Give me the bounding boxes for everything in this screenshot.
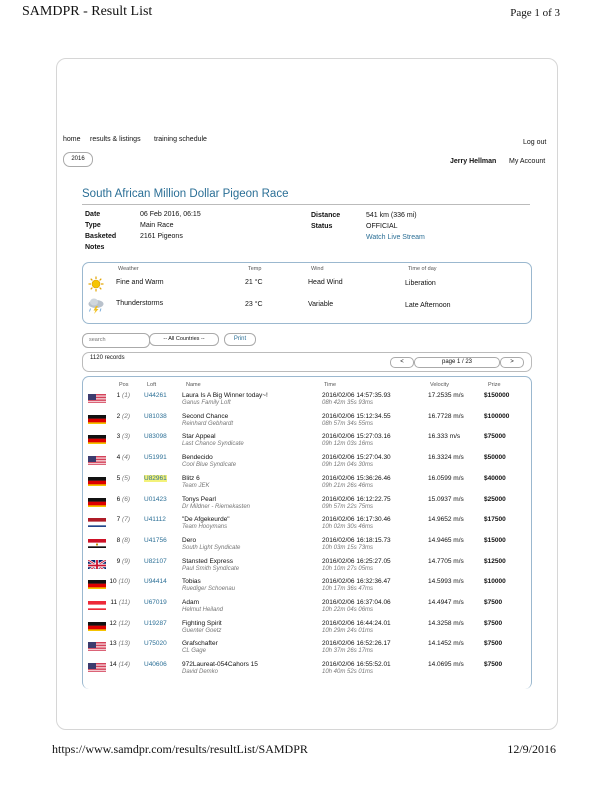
de-flag-icon xyxy=(88,578,106,589)
arrival-time: 2016/02/06 15:12:34.55 xyxy=(322,412,391,420)
table-row[interactable] xyxy=(86,659,526,679)
wind-header: Wind xyxy=(311,266,324,272)
nav-training-link[interactable]: training schedule xyxy=(154,136,207,143)
my-account-link[interactable]: My Account xyxy=(509,158,546,165)
velocity: 14.0695 m/s xyxy=(428,661,464,669)
position: 3 (3) xyxy=(116,433,130,441)
pigeon-name[interactable]: "De Afgekeurde" xyxy=(182,516,230,524)
us-flag-icon xyxy=(88,661,106,672)
loft-header[interactable]: Loft xyxy=(147,382,157,388)
nav-home-link[interactable]: home xyxy=(63,136,81,143)
position: 7 (7) xyxy=(116,516,130,524)
table-row[interactable] xyxy=(86,431,526,451)
distance-label: Distance xyxy=(311,212,341,219)
type-value: Main Race xyxy=(140,222,174,229)
loft-link[interactable]: U67019 xyxy=(144,599,167,606)
prize: $7500 xyxy=(484,640,503,648)
velocity: 15.0937 m/s xyxy=(428,495,464,503)
position: 13 (13) xyxy=(109,640,130,648)
table-row[interactable] xyxy=(86,494,526,514)
loft-link[interactable]: U01423 xyxy=(144,495,167,503)
country-select[interactable]: -- All Countries -- xyxy=(149,333,219,346)
velocity: 14.1452 m/s xyxy=(428,640,464,648)
flight-duration: 10h 17m 36s 47ms xyxy=(322,586,374,593)
prize: $15000 xyxy=(484,536,506,544)
flight-duration: 09h 12m 03s 16ms xyxy=(322,441,374,448)
table-row[interactable] xyxy=(86,473,526,493)
flight-duration: 10h 10m 27s 05ms xyxy=(322,565,374,572)
print-page-number: Page 1 of 3 xyxy=(510,7,560,19)
prize: $7500 xyxy=(484,661,503,669)
prev-page-button[interactable]: < xyxy=(390,357,414,368)
arrival-time: 2016/02/06 16:17:30.46 xyxy=(322,516,391,524)
loft-link[interactable]: U19287 xyxy=(144,619,167,627)
de-flag-icon xyxy=(88,475,106,486)
prize: $100000 xyxy=(484,412,510,420)
position: 8 (8) xyxy=(116,536,130,544)
owner-name: Paul Smith Syndicate xyxy=(182,565,240,572)
owner-name: Ruediger Schoenau xyxy=(182,586,236,593)
page-indicator[interactable]: page 1 / 23 xyxy=(414,357,500,368)
table-row[interactable] xyxy=(86,452,526,472)
owner-name: Cool Blue Syndicate xyxy=(182,462,237,469)
date-value: 06 Feb 2016, 06:15 xyxy=(140,211,201,218)
pigeon-name[interactable]: Stansted Express xyxy=(182,557,233,565)
position: 12 (12) xyxy=(109,619,130,627)
velocity: 14.7705 m/s xyxy=(428,557,464,565)
search-input[interactable] xyxy=(82,333,150,348)
velocity: 14.5993 m/s xyxy=(428,578,464,586)
loft-link[interactable]: U75020 xyxy=(144,640,167,648)
arrival-time: 2016/02/06 16:37:04.06 xyxy=(322,599,391,606)
weather-condition-1: Fine and Warm xyxy=(116,279,164,286)
owner-name: Reinhard Gebhardt xyxy=(182,420,234,427)
loft-link[interactable]: U81038 xyxy=(144,412,167,420)
weather-header: Weather xyxy=(118,266,139,272)
arrival-time: 2016/02/06 14:57:35.93 xyxy=(322,392,391,399)
prize: $50000 xyxy=(484,454,506,462)
position: 4 (4) xyxy=(116,454,130,462)
type-label: Type xyxy=(85,222,101,229)
gb-flag-icon xyxy=(88,558,106,569)
us-flag-icon xyxy=(88,454,106,465)
table-row[interactable] xyxy=(86,618,526,638)
arrival-time: 2016/02/06 16:55:52.01 xyxy=(322,661,391,669)
weather-wind-2: Variable xyxy=(308,301,334,308)
pigeon-name[interactable]: Dero xyxy=(182,536,197,544)
loft-link[interactable]: U44261 xyxy=(144,392,167,399)
weather-temp-2: 23 °C xyxy=(245,301,263,308)
arrival-time: 2016/02/06 16:25:27.05 xyxy=(322,557,391,565)
arrival-time: 2016/02/06 16:32:36.47 xyxy=(322,578,391,586)
prize: $17500 xyxy=(484,516,506,524)
pigeon-name[interactable]: 972Laureat-054Cahors 15 xyxy=(182,661,258,669)
pigeon-name[interactable]: Adam xyxy=(182,599,199,606)
flight-duration: 09h 21m 26s 46ms xyxy=(322,482,374,489)
velocity: 16.3324 m/s xyxy=(428,454,464,462)
prize: $7500 xyxy=(484,619,503,627)
velocity: 14.9465 m/s xyxy=(428,536,464,544)
next-page-button[interactable]: > xyxy=(500,357,524,368)
prize: $10000 xyxy=(484,578,506,586)
time-header[interactable]: Time xyxy=(324,382,337,388)
owner-name: South Light Syndicate xyxy=(182,544,241,551)
owner-name: Last Chance Syndicate xyxy=(182,441,244,448)
table-row[interactable] xyxy=(86,411,526,431)
table-row[interactable] xyxy=(86,535,526,555)
owner-name: Team Hooymans xyxy=(182,524,228,531)
arrival-time: 2016/02/06 15:27:03.16 xyxy=(322,433,391,441)
nl-flag-icon xyxy=(88,516,106,527)
race-title: South African Million Dollar Pigeon Race xyxy=(82,188,289,200)
table-row[interactable] xyxy=(86,390,526,410)
owner-name: Team JEK xyxy=(182,482,210,489)
position: 6 (6) xyxy=(116,495,130,503)
prize: $25000 xyxy=(484,495,506,503)
owner-name: Dr Mildner - Riemekasten xyxy=(182,503,251,510)
time-of-day-header: Time of day xyxy=(408,266,437,272)
date-label: Date xyxy=(85,211,101,218)
weather-wind-1: Head Wind xyxy=(308,279,343,286)
position: 10 (10) xyxy=(109,578,130,586)
sun-icon xyxy=(88,276,104,292)
weather-time-2: Late Afternoon xyxy=(405,302,451,309)
arrival-time: 2016/02/06 15:27:04.30 xyxy=(322,454,391,462)
weather-time-1: Liberation xyxy=(405,280,436,287)
loft-link[interactable]: U83098 xyxy=(144,433,167,441)
de-flag-icon xyxy=(88,433,106,444)
flight-duration: 10h 37m 26s 17ms xyxy=(322,648,374,655)
prize-header[interactable]: Prize xyxy=(488,382,501,388)
pigeon-name[interactable]: Tobias xyxy=(182,578,201,586)
de-flag-icon xyxy=(88,620,106,631)
pigeon-name[interactable]: Laura Is A Big Winner today~! xyxy=(182,392,268,399)
velocity: 14.4947 m/s xyxy=(428,599,464,606)
weather-panel xyxy=(82,262,532,324)
loft-link[interactable]: U41112 xyxy=(144,516,166,524)
flight-duration: 10h 22m 04s 06ms xyxy=(322,607,374,613)
prize: $150000 xyxy=(484,392,510,399)
at-flag-icon xyxy=(88,599,106,610)
arrival-time: 2016/02/06 16:44:24.01 xyxy=(322,619,391,627)
owner-name: David Demko xyxy=(182,669,219,676)
flight-duration: 10h 29m 24s 01ms xyxy=(322,627,374,634)
flight-duration: 10h 40m 52s 01ms xyxy=(322,669,374,676)
velocity: 16.333 m/s xyxy=(428,433,461,441)
watch-live-link[interactable]: Watch Live Stream xyxy=(366,234,425,241)
pigeon-name[interactable]: Fighting Spirit xyxy=(182,619,222,627)
basketed-label: Basketed xyxy=(85,233,117,240)
print-title: SAMDPR - Result List xyxy=(22,4,153,19)
name-header[interactable]: Name xyxy=(186,382,201,388)
table-row[interactable] xyxy=(86,514,526,534)
print-button[interactable]: Print xyxy=(224,333,256,346)
year-selector[interactable]: 2016 xyxy=(63,152,93,167)
table-row[interactable] xyxy=(86,576,526,596)
position: 5 (5) xyxy=(116,474,130,482)
pigeon-name[interactable]: Bendecido xyxy=(182,454,213,462)
position: 14 (14) xyxy=(109,661,130,669)
nav-results-link[interactable]: results & listings xyxy=(90,136,141,143)
prize: $12500 xyxy=(484,557,506,565)
loft-link[interactable]: U40606 xyxy=(144,661,167,669)
print-date: 12/9/2016 xyxy=(507,742,556,756)
pigeon-name[interactable]: Second Chance xyxy=(182,412,229,420)
de-flag-icon xyxy=(88,413,106,424)
loft-link[interactable]: U51991 xyxy=(144,454,167,462)
loft-link[interactable]: U82961 xyxy=(144,474,167,482)
eg-flag-icon xyxy=(88,537,106,548)
record-count: 1120 records xyxy=(90,355,125,361)
user-name: Jerry Hellman xyxy=(450,158,497,165)
prize: $40000 xyxy=(484,474,506,482)
velocity-header[interactable]: Velocity xyxy=(430,382,449,388)
table-row[interactable] xyxy=(86,597,526,617)
weather-condition-2: Thunderstorms xyxy=(116,300,164,307)
status-value: OFFICIAL xyxy=(366,223,398,230)
prize: $7500 xyxy=(484,599,503,606)
flight-duration: 10h 02m 30s 46ms xyxy=(322,524,374,531)
loft-link[interactable]: U94414 xyxy=(144,578,167,586)
pigeon-name[interactable]: Blitz 6 xyxy=(182,474,200,482)
logout-link[interactable]: Log out xyxy=(523,139,547,146)
title-divider xyxy=(82,204,530,205)
arrival-time: 2016/02/06 15:36:26.46 xyxy=(322,474,391,482)
position: 2 (2) xyxy=(116,412,130,420)
pigeon-name[interactable]: Tonys Pearl xyxy=(182,495,216,503)
flight-duration: 08h 42m 35s 93ms xyxy=(322,400,374,406)
owner-name: CL Gage xyxy=(182,648,206,655)
storm-icon xyxy=(87,297,105,315)
position: 9 (9) xyxy=(116,557,130,565)
loft-link[interactable]: U41756 xyxy=(144,536,167,544)
table-row[interactable] xyxy=(86,638,526,658)
arrival-time: 2016/02/06 16:52:26.17 xyxy=(322,640,391,648)
position: 11 (11) xyxy=(110,599,130,606)
us-flag-icon xyxy=(88,392,106,403)
owner-name: Ganus Family Loft xyxy=(182,400,231,406)
status-label: Status xyxy=(311,223,333,230)
arrival-time: 2016/02/06 16:12:22.75 xyxy=(322,495,391,503)
prize: $75000 xyxy=(484,433,506,441)
arrival-time: 2016/02/06 16:18:15.73 xyxy=(322,536,391,544)
velocity: 16.7728 m/s xyxy=(428,412,464,420)
pos-header[interactable]: Pos xyxy=(119,382,129,388)
velocity: 14.9652 m/s xyxy=(428,516,464,524)
owner-name: Helmut Heiland xyxy=(182,607,224,613)
print-url: https://www.samdpr.com/results/resultList/SAMDPR xyxy=(52,742,308,756)
velocity: 16.0599 m/s xyxy=(428,474,464,482)
notes-label: Notes xyxy=(85,244,105,251)
position: 1 (1) xyxy=(116,392,130,399)
temp-header: Temp xyxy=(248,266,262,272)
loft-link[interactable]: U82107 xyxy=(144,557,167,565)
de-flag-icon xyxy=(88,496,106,507)
flight-duration: 08h 57m 34s 55ms xyxy=(322,420,374,427)
flight-duration: 09h 57m 22s 75ms xyxy=(322,503,374,510)
owner-name: Guenter Goetz xyxy=(182,627,222,634)
table-row[interactable] xyxy=(86,556,526,576)
distance-value: 541 km (336 mi) xyxy=(366,212,417,219)
flight-duration: 09h 12m 04s 30ms xyxy=(322,462,374,469)
velocity: 14.3258 m/s xyxy=(428,619,464,627)
flight-duration: 10h 03m 15s 73ms xyxy=(322,544,374,551)
pigeon-name[interactable]: Grafschafter xyxy=(182,640,218,648)
us-flag-icon xyxy=(88,640,106,651)
weather-temp-1: 21 °C xyxy=(245,279,263,286)
velocity: 17.2535 m/s xyxy=(428,392,464,399)
basketed-value: 2161 Pigeons xyxy=(140,233,183,240)
pigeon-name[interactable]: Star Appeal xyxy=(182,433,216,441)
